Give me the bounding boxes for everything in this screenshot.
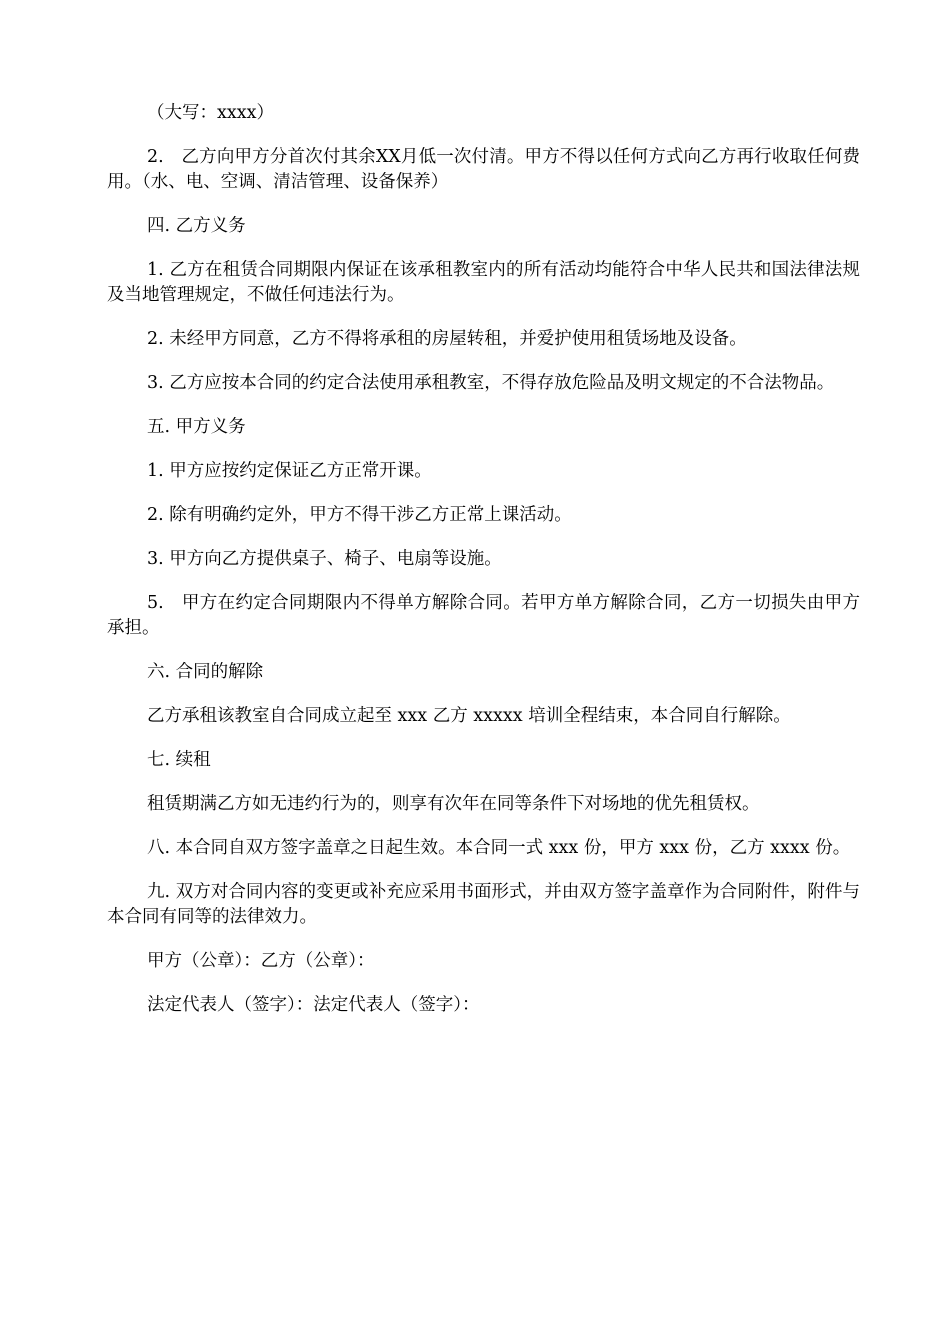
termination-clause: 乙方承租该教室自合同成立起至 xxx 乙方 xxxxx 培训全程结束，本合同自行解除。 — [147, 706, 791, 726]
renewal-clause: 租赁期满乙方如无违约行为的，则享有次年在同等条件下对场地的优先租赁权。 — [147, 794, 760, 814]
payment-clause-2: 2. 乙方向甲方分首次付其余XX月低一次付清。甲方不得以任何方式向乙方再行收取任何费用。（水、电、空调、清洁管理、设备保养） — [107, 147, 860, 192]
seal-line: 甲方（公章）：乙方（公章）： — [147, 951, 375, 971]
party-b-duty-3: 3. 乙方应按本合同的约定合法使用承租教室，不得存放危险品及明文规定的不合法物品。 — [147, 373, 835, 393]
section-heading-6: 六. 合同的解除 — [147, 662, 264, 682]
party-b-duty-2: 2. 未经甲方同意，乙方不得将承租的房屋转租，并爱护使用租赁场地及设备。 — [147, 329, 747, 349]
party-a-duty-2: 2. 除有明确约定外，甲方不得干涉乙方正常上课活动。 — [147, 505, 572, 525]
section-heading-4: 四. 乙方义务 — [147, 216, 246, 236]
section-8-effective-clause: 八. 本合同自双方签字盖章之日起生效。本合同一式 xxx 份，甲方 xxx 份，乙方 xxxx 份。 — [147, 838, 851, 858]
party-a-duty-5: 5. 甲方在约定合同期限内不得单方解除合同。若甲方单方解除合同，乙方一切损失由甲方承担。 — [107, 593, 860, 638]
section-9-amendment-clause: 九. 双方对合同内容的变更或补充应采用书面形式，并由双方签字盖章作为合同附件，附件与本合同有同等的法律效力。 — [107, 882, 860, 927]
signature-line: 法定代表人（签字）：法定代表人（签字）： — [147, 995, 480, 1015]
section-heading-5: 五. 甲方义务 — [147, 417, 246, 437]
party-b-duty-1: 1. 乙方在租赁合同期限内保证在该承租教室内的所有活动均能符合中华人民共和国法律法规及当地管理规定，不做任何违法行为。 — [107, 260, 860, 305]
amount-uppercase-line: （大写：xxxx） — [147, 103, 274, 123]
party-a-duty-3: 3. 甲方向乙方提供桌子、椅子、电扇等设施。 — [147, 549, 502, 569]
section-heading-7: 七. 续租 — [147, 750, 211, 770]
party-a-duty-1: 1. 甲方应按约定保证乙方正常开课。 — [147, 461, 432, 481]
